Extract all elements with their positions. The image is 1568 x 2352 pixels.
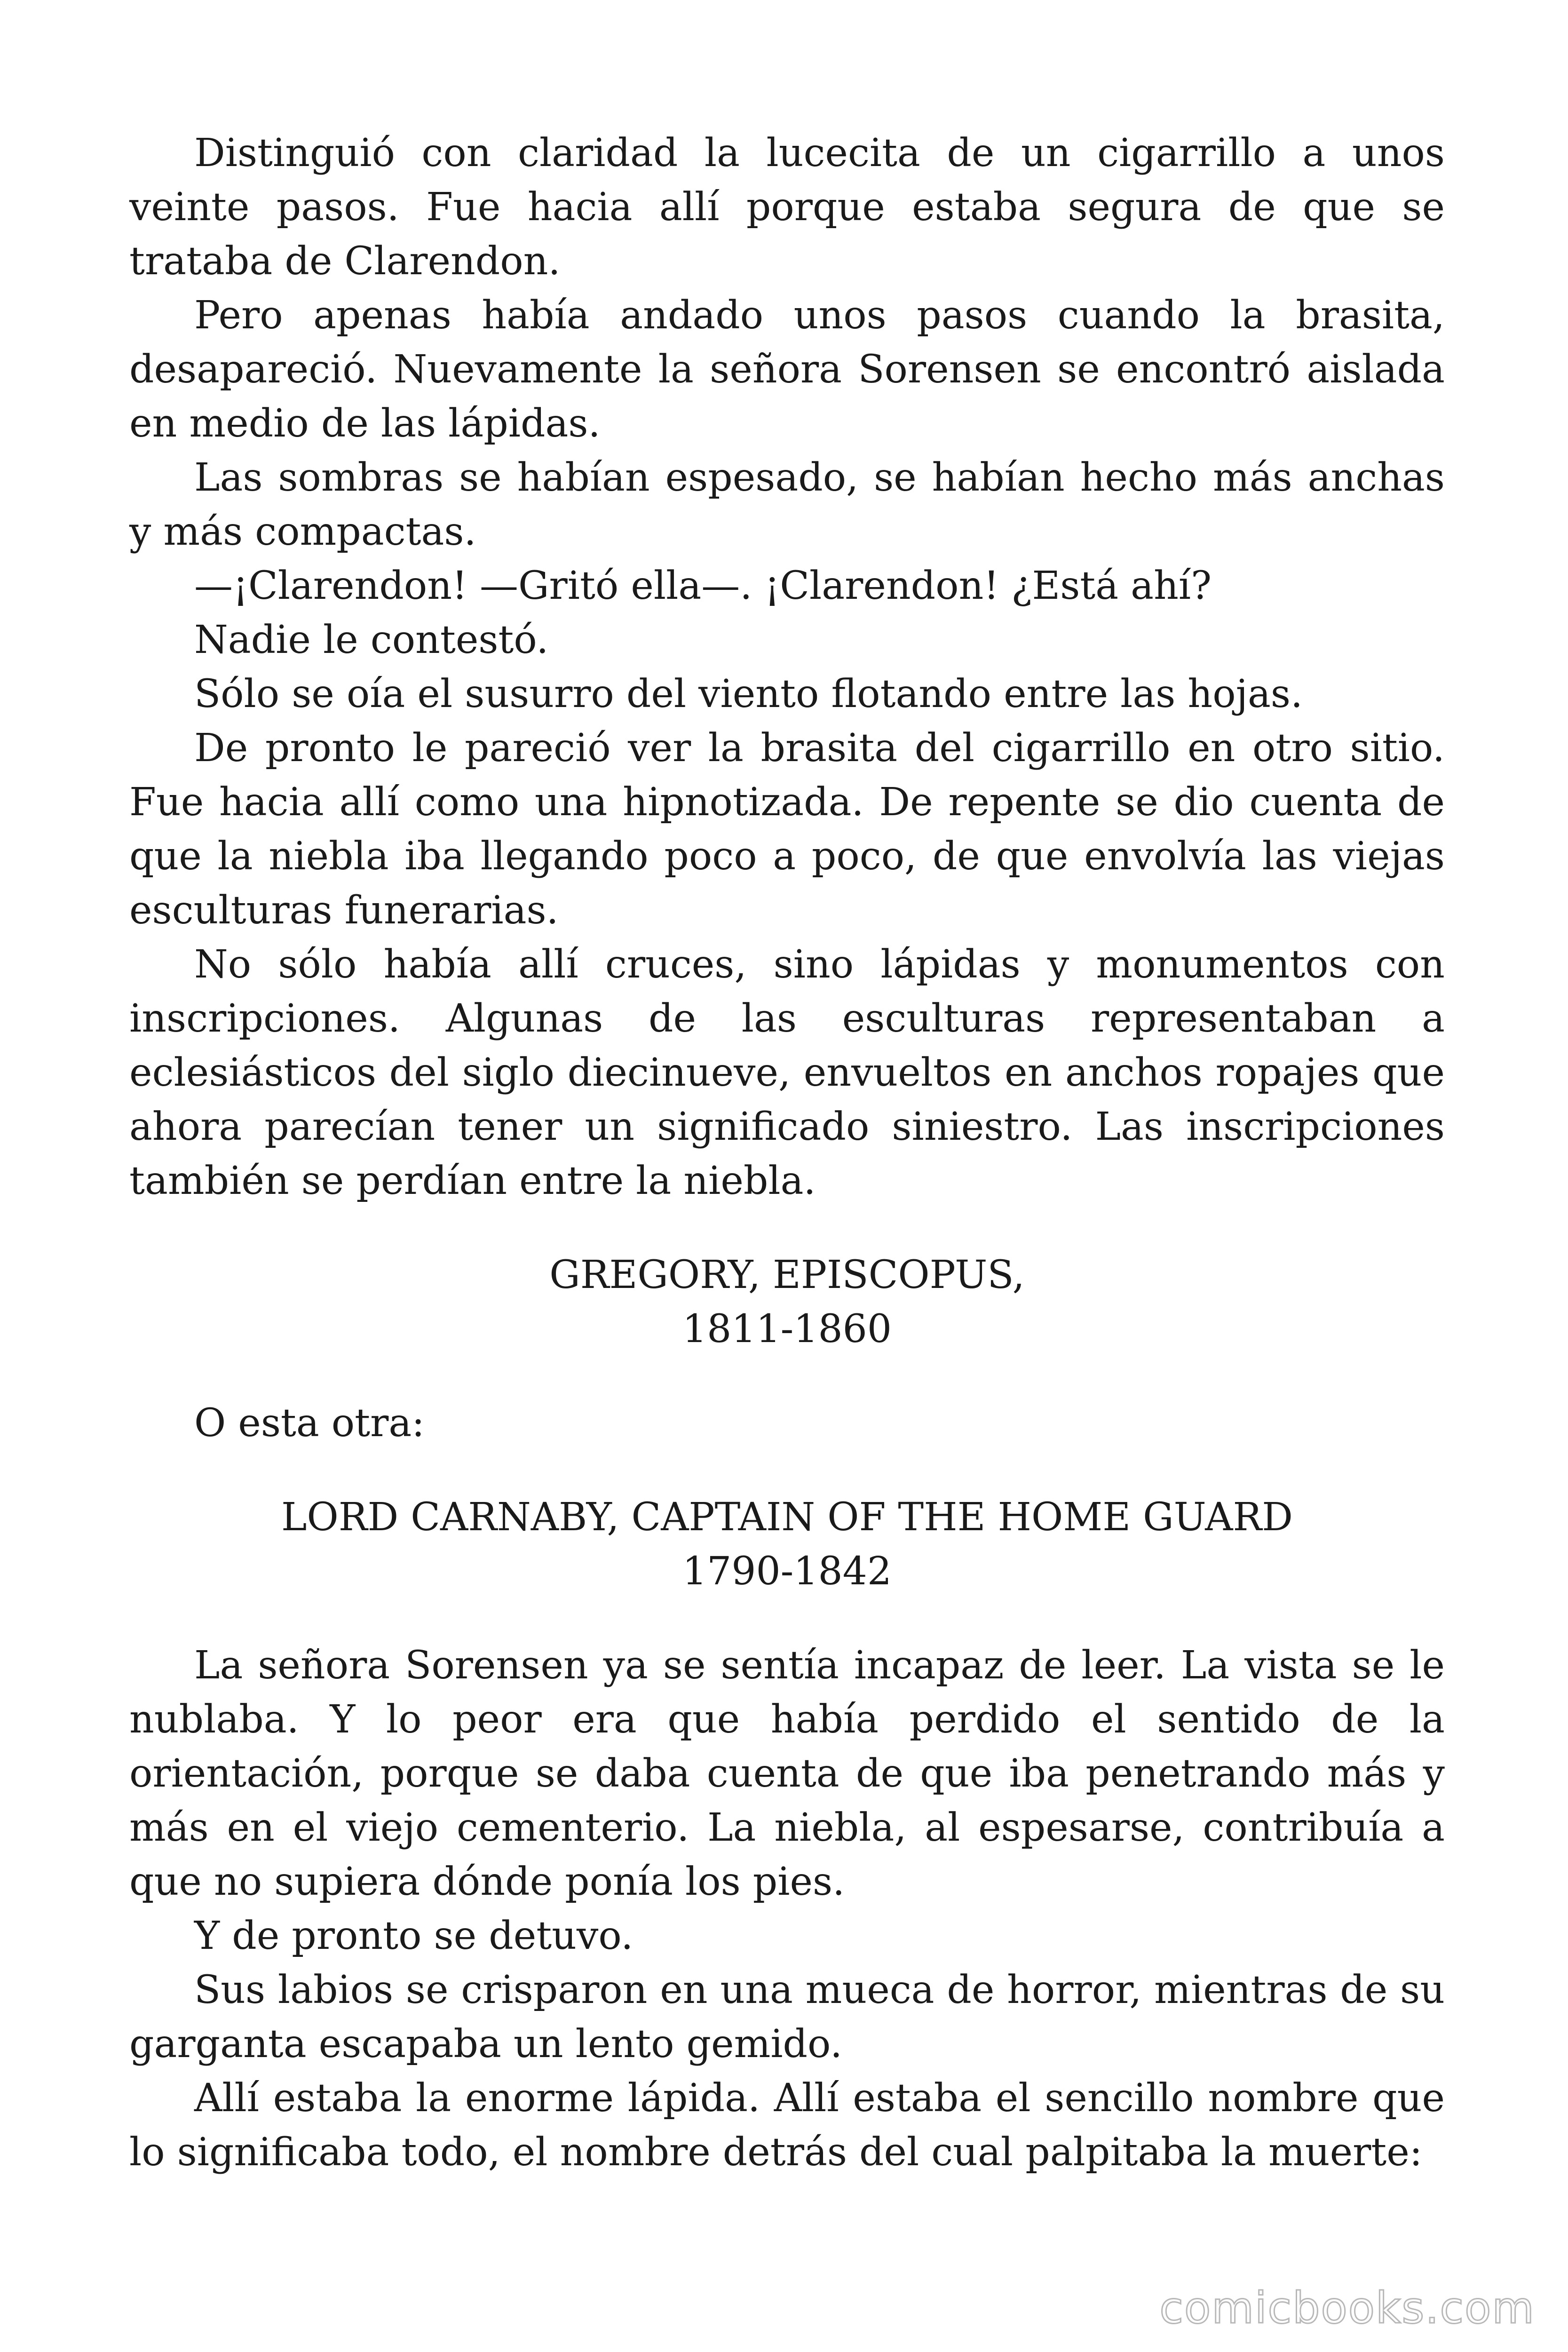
paragraph: Distinguió con claridad la lucecita de un cigarrillo a unos veinte pasos. Fue hacia allí porque estaba segura de que se trataba de Clarendon. (129, 131, 1445, 284)
watermark-logo: comicbooks.com (1159, 2283, 1535, 2333)
paragraph: Y de pronto se detuvo. (194, 1914, 634, 1958)
paragraph: Sus labios se crisparon en una mueca de horror, mientras de su garganta escapaba un lento gemido. (129, 1968, 1445, 2066)
paragraph: Las sombras se habían espesado, se habían hecho más anchas y más compactas. (129, 455, 1445, 554)
inscription-carnaby (129, 1490, 1445, 1598)
paragraph: Allí estaba la enorme lápida. Allí estaba el sencillo nombre que lo significaba todo, el nombre detrás del cual palpitaba la muerte: (129, 2076, 1445, 2175)
paragraph: No sólo había allí cruces, sino lápidas y monumentos con inscripciones. Algunas de las esculturas representaban a eclesiásticos del siglo diecinueve, envueltos en anchos ropajes que ahora parecían tener un significado siniestro. Las inscripciones también se perdían entre la niebla. (129, 942, 1445, 1203)
dialogue-line: —¡Clarendon! —Gritó ella—. ¡Clarendon! ¿Está ahí? (194, 564, 1212, 608)
paragraph: De pronto le pareció ver la brasita del cigarrillo en otro sitio. Fue hacia allí como una hipnotizada. De repente se dio cuenta de que la niebla iba llegando poco a poco, de que envolvía las viejas esculturas funerarias. (129, 726, 1445, 933)
page-body (129, 126, 1445, 2179)
paragraph: La señora Sorensen ya se sentía incapaz de leer. La vista se le nublaba. Y lo peor era que había perdido el sentido de la orientación, porque se daba cuenta de que iba penetrando más y más en el viejo cementerio. La niebla, al espesarse, contribuía a que no supiera dónde ponía los pies. (129, 1643, 1445, 1904)
paragraph: Nadie le contestó. (194, 618, 549, 662)
paragraph: O esta otra: (194, 1401, 425, 1446)
paragraph: Sólo se oía el susurro del viento flotando entre las hojas. (194, 672, 1303, 716)
inscription-name: GREGORY, EPISCOPUS, (549, 1253, 1025, 1297)
inscription-gregory (129, 1248, 1445, 1356)
inscription-name: LORD CARNABY, CAPTAIN OF THE HOME GUARD (281, 1495, 1293, 1540)
paragraph: Pero apenas había andado unos pasos cuando la brasita, desapareció. Nuevamente la señora Sorensen se encontró aislada en medio de las lápidas. (129, 293, 1445, 446)
inscription-dates: 1811-1860 (682, 1307, 892, 1351)
inscription-dates: 1790-1842 (682, 1549, 892, 1594)
